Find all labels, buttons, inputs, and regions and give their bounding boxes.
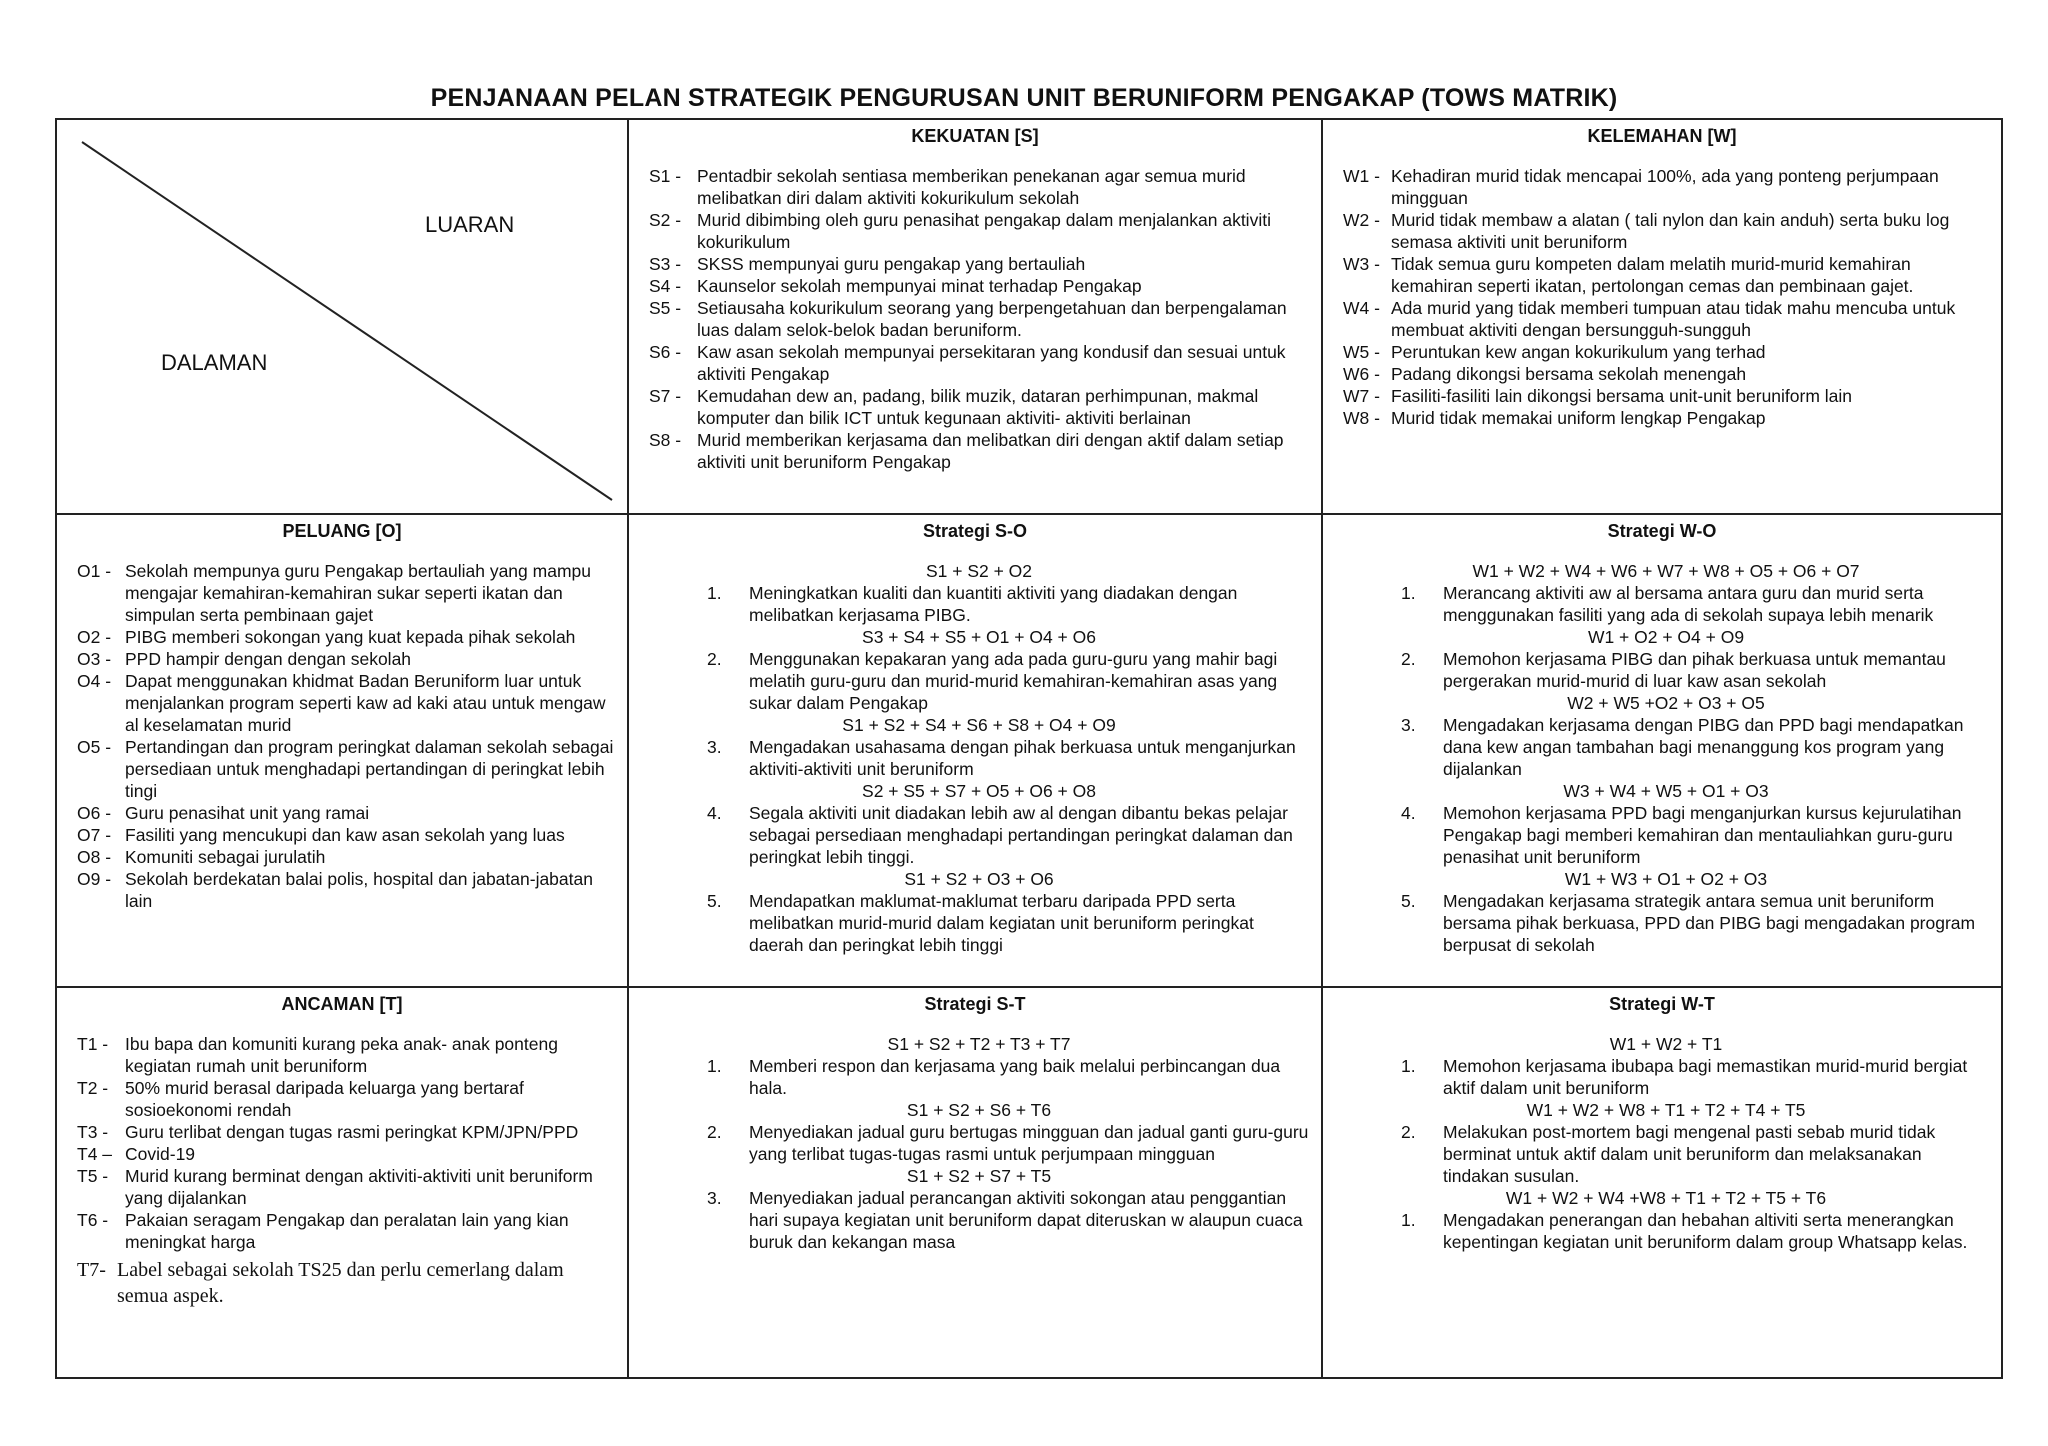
item-code: O9 -	[77, 869, 112, 889]
item-text: Sekolah berdekatan balai polis, hospital dan jabatan-jabatan lain	[125, 869, 593, 911]
item-text: Dapat menggunakan khidmat Badan Beruniform luar untuk menjalankan program seperti kaw ad kaki atau untuk mengaw al keselamatan murid	[125, 671, 606, 735]
strategy-text: Mengadakan kerjasama strategik antara semua unit beruniform bersama pihak berkuasa, PPD dan PIBG bagi mengadakan program berpusat di sekolah	[1443, 891, 1976, 955]
strategy-combination: W1 + W3 + O1 + O2 + O3	[1564, 869, 1768, 889]
item-text: Murid tidak membaw a alatan ( tali nylon dan kain anduh) serta buku log semasa aktiviti unit beruniform	[1391, 210, 1950, 252]
page-title: PENJANAAN PELAN STRATEGIK PENGURUSAN UNIT BERUNIFORM PENGAKAP (TOWS MATRIK)	[430, 84, 1618, 112]
item-text: Kaunselor sekolah mempunyai minat terhadap Pengakap	[697, 276, 1142, 296]
strategy-item	[649, 1055, 1309, 1099]
item-code: O4 -	[77, 671, 112, 691]
strategy-number: 5.	[1401, 891, 1416, 911]
strategy-text: Memohon kerjasama ibubapa bagi memastikan murid-murid bergiat aktif dalam unit beruniform	[1443, 1056, 1968, 1098]
list-item	[649, 253, 1309, 275]
list-item	[1343, 165, 1989, 209]
item-text: Pakaian seragam Pengakap dan peralatan lain yang kian meningkat harga	[125, 1210, 569, 1252]
item-text: SKSS mempunyai guru pengakap yang bertauliah	[697, 254, 1086, 274]
item-code: O8 -	[77, 847, 112, 867]
strategy-combination: S3 + S4 + S5 + O1 + O4 + O6	[862, 627, 1096, 647]
strategy-item	[1343, 1055, 1989, 1099]
strategy-number: 2.	[1401, 649, 1416, 669]
diagonal-divider	[57, 120, 627, 513]
item-code: O1 -	[77, 561, 112, 581]
item-code: S1 -	[649, 166, 682, 186]
item-code: T1 -	[77, 1034, 109, 1054]
strategy-text: Mengadakan usahasama dengan pihak berkuasa untuk menganjurkan aktiviti-aktiviti unit beruniform	[749, 737, 1296, 779]
strategy-text: Mendapatkan maklumat-maklumat terbaru daripada PPD serta melibatkan murid-murid dalam kegiatan unit beruniform peringkat daerah dan peringkat lebih tinggi	[749, 891, 1254, 955]
item-code: O7 -	[77, 825, 112, 845]
strategy-item	[649, 1187, 1309, 1253]
list-item	[649, 385, 1309, 429]
strategy-item	[1343, 1209, 1989, 1253]
list-item	[649, 429, 1309, 473]
strategy-item	[649, 648, 1309, 714]
list-item	[1343, 297, 1989, 341]
list-item	[77, 1077, 615, 1121]
item-code: W7 -	[1343, 386, 1380, 406]
list-item	[649, 275, 1309, 297]
strategy-number: 1.	[1401, 583, 1416, 603]
list-item	[1343, 385, 1989, 407]
strategi-st-cell	[628, 987, 1322, 1378]
item-text: 50% murid berasal daripada keluarga yang bertaraf sosioekonomi rendah	[125, 1078, 524, 1120]
table-row	[56, 514, 2002, 987]
strategy-number: 2.	[1401, 1122, 1416, 1142]
strategy-combination: S1 + S2 + O2	[925, 561, 1033, 581]
item-text: Pentadbir sekolah sentiasa memberikan penekanan agar semua murid melibatkan diri dalam aktiviti kokurikulum sekolah	[697, 166, 1246, 208]
list-item	[77, 1165, 615, 1209]
strategy-item	[1343, 1121, 1989, 1187]
strategy-number: 2.	[707, 649, 722, 669]
kekuatan-cell	[628, 119, 1322, 514]
strategy-combination: S1 + S2 + S7 + T5	[906, 1166, 1052, 1186]
item-text: Fasiliti yang mencukupi dan kaw asan sekolah yang luas	[125, 825, 565, 845]
item-text: PPD hampir dengan dengan sekolah	[125, 649, 412, 669]
list-item	[77, 736, 615, 802]
item-code: W6 -	[1343, 364, 1380, 384]
strategy-item	[1343, 648, 1989, 692]
strategy-number: 1.	[1401, 1056, 1416, 1076]
peluang-cell	[56, 514, 628, 987]
strategy-text: Merancang aktiviti aw al bersama antara guru dan murid serta menggunakan fasiliti yang ada di sekolah supaya lebih menarik	[1443, 583, 1934, 625]
strategy-item	[649, 1121, 1309, 1165]
item-text: Komuniti sebagai jurulatih	[125, 847, 326, 867]
strategy-number: 1.	[707, 583, 722, 603]
strategy-text: Menggunakan kepakaran yang ada pada guru-guru yang mahir bagi melatih guru-guru dan murid-murid kemahiran-kemahiran asas yang sukar dalam Pengakap	[749, 649, 1278, 713]
strategy-combination: W1 + W2 + W8 + T1 + T2 + T4 + T5	[1526, 1100, 1806, 1120]
list-item	[77, 1143, 615, 1165]
strategy-combination: W1 + W2 + T1	[1609, 1034, 1723, 1054]
strategy-combination: W3 + W4 + W5 + O1 + O3	[1563, 781, 1769, 801]
strategy-combination: S1 + S2 + S4 + S6 + S8 + O4 + O9	[842, 715, 1116, 735]
item-code: T3 -	[77, 1122, 109, 1142]
item-code: S8 -	[649, 430, 682, 450]
strategy-item	[1343, 802, 1989, 868]
item-code: W1 -	[1343, 166, 1380, 186]
item-text: Pertandingan dan program peringkat dalaman sekolah sebagai persediaan untuk menghadapi pertandingan di peringkat lebih tingi	[125, 737, 614, 801]
strategy-text: Mengadakan kerjasama dengan PIBG dan PPD bagi mendapatkan dana kew angan tambahan bagi menanggung kos program yang dijalankan	[1443, 715, 1964, 779]
list-item	[649, 165, 1309, 209]
strategy-text: Mengadakan penerangan dan hebahan altiviti serta menerangkan kepentingan kegiatan unit beruniform dalam group Whatsapp kelas.	[1443, 1210, 1968, 1252]
item-code: T4 –	[77, 1144, 113, 1164]
item-code: O5 -	[77, 737, 112, 757]
strategi-wt-list	[1323, 1015, 2001, 1253]
item-text: Padang dikongsi bersama sekolah menengah	[1391, 364, 1747, 384]
item-text: Murid dibimbing oleh guru penasihat pengakap dalam menjalankan aktiviti kokurikulum	[697, 210, 1271, 252]
strategi-wo-cell	[1322, 514, 2002, 987]
item-code: O2 -	[77, 627, 112, 647]
kelemahan-list	[1323, 147, 2001, 429]
item-text: Kehadiran murid tidak mencapai 100%, ada yang ponteng perjumpaan mingguan	[1391, 166, 1939, 208]
strategy-number: 3.	[707, 1188, 722, 1208]
item-code: S5 -	[649, 298, 682, 318]
strategi-wo-heading: Strategi W-O	[1607, 521, 1717, 541]
strategi-st-heading: Strategi S-T	[924, 994, 1026, 1014]
strategy-item	[649, 802, 1309, 868]
list-item	[1343, 363, 1989, 385]
strategy-combination: W1 + O2 + O4 + O9	[1587, 627, 1745, 647]
item-code: T7-	[77, 1259, 106, 1281]
list-item	[77, 802, 615, 824]
item-code: W4 -	[1343, 298, 1380, 318]
strategy-text: Segala aktiviti unit diadakan lebih aw al dengan dibantu bekas pelajar sebagai persediaan menghadapi pertandingan peringkat dalaman dan peringkat lebih tinggi.	[749, 803, 1293, 867]
item-code: S3 -	[649, 254, 682, 274]
strategy-item	[1343, 714, 1989, 780]
strategy-text: Memohon kerjasama PIBG dan pihak berkuasa untuk memantau pergerakan murid-murid di luar kaw asan sekolah	[1443, 649, 1946, 691]
peluang-list	[57, 542, 627, 912]
list-item	[1343, 253, 1989, 297]
strategy-number: 1.	[1401, 1210, 1416, 1230]
list-item	[77, 846, 615, 868]
strategy-combination: S2 + S5 + S7 + O5 + O6 + O8	[862, 781, 1096, 801]
strategy-text: Melakukan post-mortem bagi mengenal pasti sebab murid tidak berminat untuk aktif dalam unit beruniform dan melaksanakan tindakan susulan.	[1443, 1122, 1936, 1186]
list-item	[77, 560, 615, 626]
list-item	[77, 1033, 615, 1077]
item-text: Murid memberikan kerjasama dan melibatkan diri dengan aktif dalam setiap aktiviti unit beruniform Pengakap	[697, 430, 1284, 472]
strategy-item	[649, 736, 1309, 780]
strategy-text: Menyediakan jadual perancangan aktiviti sokongan atau penggantian hari supaya kegiatan unit beruniform dapat diteruskan w alaupun cuaca buruk dan kekangan masa	[749, 1188, 1303, 1252]
item-code: W5 -	[1343, 342, 1380, 362]
strategi-so-list	[629, 542, 1321, 956]
item-text: Kaw asan sekolah mempunyai persekitaran yang kondusif dan sesuai untuk aktiviti Pengakap	[697, 342, 1286, 384]
item-text: Setiausaha kokurikulum seorang yang berpengetahuan dan berpengalaman luas dalam selok-belok badan beruniform.	[697, 298, 1287, 340]
list-item	[1343, 407, 1989, 429]
strategi-st-list	[629, 1015, 1321, 1253]
item-text: Label sebagai sekolah TS25 dan perlu cemerlang dalam semua aspek.	[117, 1259, 564, 1307]
item-text: Guru penasihat unit yang ramai	[125, 803, 370, 823]
item-text: Murid kurang berminat dengan aktiviti-aktiviti unit beruniform yang dijalankan	[125, 1166, 593, 1208]
strategy-combination: S1 + S2 + T2 + T3 + T7	[887, 1034, 1071, 1054]
strategy-item	[1343, 890, 1989, 956]
list-item	[77, 670, 615, 736]
item-code: S2 -	[649, 210, 682, 230]
table-row	[56, 119, 2002, 514]
strategi-wt-cell	[1322, 987, 2002, 1378]
strategy-number: 3.	[707, 737, 722, 757]
item-code: S7 -	[649, 386, 682, 406]
item-code: W2 -	[1343, 210, 1380, 230]
strategy-item	[649, 582, 1309, 626]
item-text: Guru terlibat dengan tugas rasmi peringkat KPM/JPN/PPD	[125, 1122, 579, 1142]
item-text: Sekolah mempunya guru Pengakap bertauliah yang mampu mengajar kemahiran-kemahiran sukar seperti ikatan dan simpulan serta pembinaan gajet	[125, 561, 591, 625]
kekuatan-heading: KEKUATAN [S]	[911, 126, 1039, 146]
strategi-wt-heading: Strategi W-T	[1609, 994, 1715, 1014]
list-item	[77, 824, 615, 846]
item-code: S4 -	[649, 276, 682, 296]
strategy-number: 1.	[707, 1056, 722, 1076]
strategy-item	[1343, 582, 1989, 626]
strategi-so-cell	[628, 514, 1322, 987]
dalaman-label: DALAMAN	[161, 350, 268, 375]
strategy-number: 3.	[1401, 715, 1416, 735]
ancaman-cell	[56, 987, 628, 1378]
tows-matrix-table	[55, 118, 2003, 1379]
item-text: Covid-19	[125, 1144, 196, 1164]
list-item	[77, 1257, 615, 1309]
item-text: Kemudahan dew an, padang, bilik muzik, dataran perhimpunan, makmal komputer dan bilik ICT untuk kegunaan aktiviti- aktiviti berlainan	[697, 386, 1259, 428]
list-item	[1343, 341, 1989, 363]
list-item	[649, 297, 1309, 341]
corner-cell	[56, 119, 628, 514]
peluang-heading: PELUANG [O]	[282, 521, 402, 541]
kekuatan-list	[629, 147, 1321, 473]
item-code: O6 -	[77, 803, 112, 823]
item-code: T5 -	[77, 1166, 109, 1186]
strategy-combination: S1 + S2 + S6 + T6	[906, 1100, 1052, 1120]
strategy-combination: W2 + W5 +O2 + O3 + O5	[1567, 693, 1765, 713]
item-text: PIBG memberi sokongan yang kuat kepada pihak sekolah	[125, 627, 576, 647]
strategy-item	[649, 890, 1309, 956]
strategy-number: 2.	[707, 1122, 722, 1142]
strategy-text: Menyediakan jadual guru bertugas mingguan dan jadual ganti guru-guru yang terlibat tugas-tugas rasmi untuk perjumpaan mingguan	[749, 1122, 1309, 1164]
list-item	[77, 1209, 615, 1253]
item-text: Tidak semua guru kompeten dalam melatih murid-murid kemahiran kemahiran seperti ikatan, pertolongan cemas dan pembinaan gajet.	[1391, 254, 1914, 296]
list-item	[649, 341, 1309, 385]
item-text: Ada murid yang tidak memberi tumpuan atau tidak mahu mencuba untuk membuat aktiviti dengan bersungguh-sungguh	[1391, 298, 1956, 340]
item-text: Ibu bapa dan komuniti kurang peka anak- anak ponteng kegiatan rumah unit beruniform	[125, 1034, 558, 1076]
list-item	[649, 209, 1309, 253]
ancaman-list	[57, 1015, 627, 1309]
luaran-label: LUARAN	[425, 212, 515, 237]
strategy-number: 5.	[707, 891, 722, 911]
strategy-text: Meningkatkan kualiti dan kuantiti aktiviti yang diadakan dengan melibatkan kerjasama PIBG.	[749, 583, 1238, 625]
item-code: S6 -	[649, 342, 682, 362]
strategy-text: Memberi respon dan kerjasama yang baik melalui perbincangan dua hala.	[749, 1056, 1281, 1098]
item-code: W8 -	[1343, 408, 1380, 428]
list-item	[77, 626, 615, 648]
strategy-text: Memohon kerjasama PPD bagi menganjurkan kursus kejurulatihan Pengakap bagi memberi kemahiran dan mentauliahkan guru-guru penasihat unit beruniform	[1443, 803, 1962, 867]
strategy-number: 4.	[707, 803, 722, 823]
strategy-combination: S1 + S2 + O3 + O6	[904, 869, 1054, 889]
list-item	[77, 868, 615, 912]
item-text: Fasiliti-fasiliti lain dikongsi bersama unit-unit beruniform lain	[1391, 386, 1853, 406]
strategy-combination: W1 + W2 + W4 + W6 + W7 + W8 + O5 + O6 + O7	[1472, 561, 1860, 581]
kelemahan-heading: KELEMAHAN [W]	[1587, 126, 1737, 146]
item-text: Murid tidak memakai uniform lengkap Pengakap	[1391, 408, 1766, 428]
list-item	[77, 1121, 615, 1143]
strategi-wo-list	[1323, 542, 2001, 956]
item-code: W3 -	[1343, 254, 1380, 274]
ancaman-heading: ANCAMAN [T]	[281, 994, 403, 1014]
item-code: T2 -	[77, 1078, 109, 1098]
table-row	[56, 987, 2002, 1378]
kelemahan-cell	[1322, 119, 2002, 514]
strategi-so-heading: Strategi S-O	[922, 521, 1028, 541]
strategy-combination: W1 + W2 + W4 +W8 + T1 + T2 + T5 + T6	[1505, 1188, 1827, 1208]
list-item	[77, 648, 615, 670]
strategy-number: 4.	[1401, 803, 1416, 823]
item-code: T6 -	[77, 1210, 109, 1230]
item-text: Peruntukan kew angan kokurikulum yang terhad	[1391, 342, 1766, 362]
item-code: O3 -	[77, 649, 112, 669]
list-item	[1343, 209, 1989, 253]
